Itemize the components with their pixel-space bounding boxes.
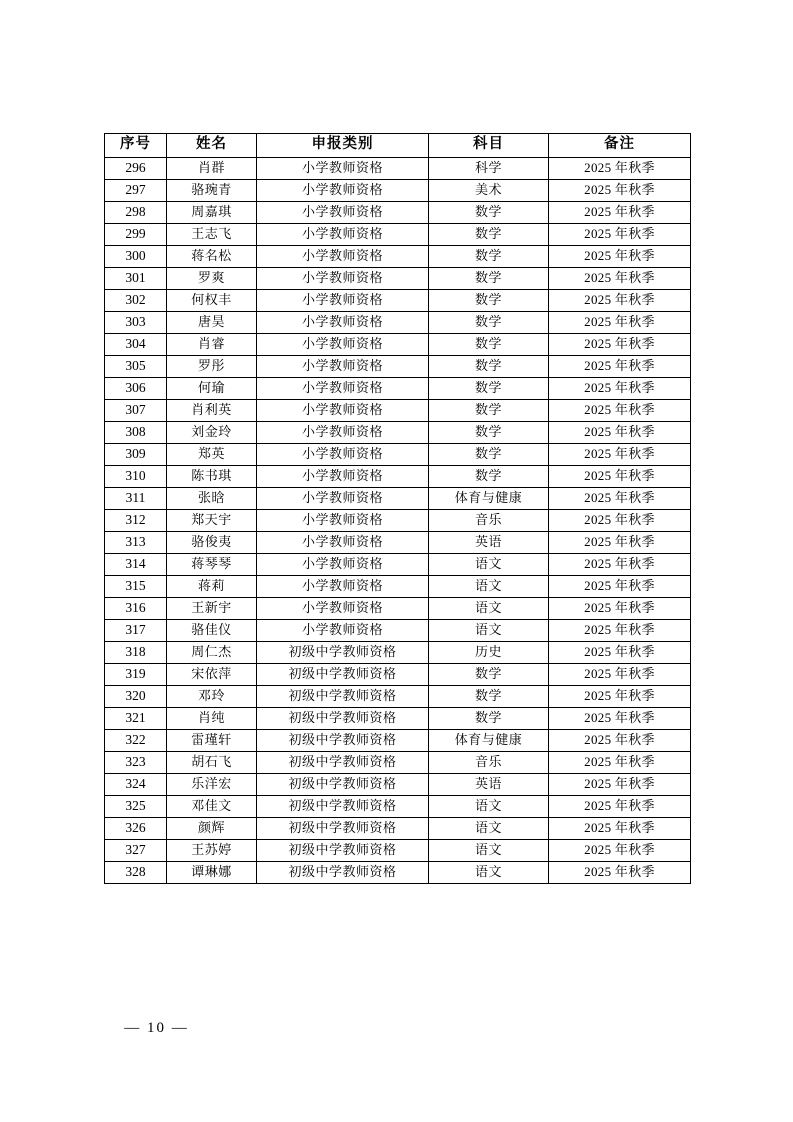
cell-name: 邓玲 — [167, 686, 257, 708]
cell-sequence: 324 — [105, 774, 167, 796]
cell-category: 小学教师资格 — [257, 400, 429, 422]
cell-name: 周仁杰 — [167, 642, 257, 664]
cell-subject: 数学 — [429, 290, 549, 312]
cell-category: 小学教师资格 — [257, 510, 429, 532]
table-row — [105, 730, 691, 752]
table-row — [105, 774, 691, 796]
table-row — [105, 554, 691, 576]
cell-sequence: 310 — [105, 466, 167, 488]
cell-name: 蒋琴琴 — [167, 554, 257, 576]
cell-category: 初级中学教师资格 — [257, 642, 429, 664]
cell-name: 陈书琪 — [167, 466, 257, 488]
cell-subject: 数学 — [429, 312, 549, 334]
cell-category: 小学教师资格 — [257, 554, 429, 576]
cell-sequence: 323 — [105, 752, 167, 774]
cell-category: 小学教师资格 — [257, 488, 429, 510]
cell-name: 肖纯 — [167, 708, 257, 730]
cell-name: 何瑜 — [167, 378, 257, 400]
cell-remark: 2025 年秋季 — [549, 686, 691, 708]
cell-sequence: 306 — [105, 378, 167, 400]
cell-subject: 数学 — [429, 400, 549, 422]
cell-subject: 科学 — [429, 158, 549, 180]
table-row — [105, 268, 691, 290]
cell-subject: 体育与健康 — [429, 488, 549, 510]
table-row — [105, 356, 691, 378]
cell-sequence: 315 — [105, 576, 167, 598]
cell-sequence: 297 — [105, 180, 167, 202]
cell-subject: 数学 — [429, 334, 549, 356]
cell-subject: 英语 — [429, 532, 549, 554]
cell-remark: 2025 年秋季 — [549, 862, 691, 884]
table-header-row — [105, 134, 691, 158]
cell-sequence: 304 — [105, 334, 167, 356]
cell-category: 小学教师资格 — [257, 334, 429, 356]
cell-name: 谭琳娜 — [167, 862, 257, 884]
cell-name: 王新宇 — [167, 598, 257, 620]
cell-remark: 2025 年秋季 — [549, 796, 691, 818]
cell-name: 何权丰 — [167, 290, 257, 312]
cell-category: 初级中学教师资格 — [257, 818, 429, 840]
table-row — [105, 620, 691, 642]
cell-name: 胡石飞 — [167, 752, 257, 774]
table-row — [105, 598, 691, 620]
cell-remark: 2025 年秋季 — [549, 466, 691, 488]
cell-name: 蒋莉 — [167, 576, 257, 598]
table-row — [105, 378, 691, 400]
cell-name: 王志飞 — [167, 224, 257, 246]
cell-name: 张晗 — [167, 488, 257, 510]
cell-subject: 音乐 — [429, 752, 549, 774]
cell-subject: 数学 — [429, 444, 549, 466]
cell-remark: 2025 年秋季 — [549, 752, 691, 774]
cell-name: 雷瑾轩 — [167, 730, 257, 752]
cell-remark: 2025 年秋季 — [549, 400, 691, 422]
cell-name: 罗爽 — [167, 268, 257, 290]
cell-remark: 2025 年秋季 — [549, 224, 691, 246]
table-row — [105, 532, 691, 554]
table-row — [105, 488, 691, 510]
cell-remark: 2025 年秋季 — [549, 664, 691, 686]
table-row — [105, 224, 691, 246]
cell-subject: 语文 — [429, 840, 549, 862]
cell-subject: 数学 — [429, 356, 549, 378]
table-row — [105, 664, 691, 686]
cell-name: 唐昊 — [167, 312, 257, 334]
cell-remark: 2025 年秋季 — [549, 158, 691, 180]
table-row — [105, 862, 691, 884]
cell-name: 宋依萍 — [167, 664, 257, 686]
cell-remark: 2025 年秋季 — [549, 246, 691, 268]
cell-remark: 2025 年秋季 — [549, 422, 691, 444]
cell-remark: 2025 年秋季 — [549, 642, 691, 664]
table-row — [105, 818, 691, 840]
cell-sequence: 296 — [105, 158, 167, 180]
cell-category: 小学教师资格 — [257, 290, 429, 312]
cell-category: 初级中学教师资格 — [257, 840, 429, 862]
cell-category: 小学教师资格 — [257, 158, 429, 180]
cell-sequence: 301 — [105, 268, 167, 290]
table-row — [105, 686, 691, 708]
cell-sequence: 300 — [105, 246, 167, 268]
cell-subject: 数学 — [429, 422, 549, 444]
table-row — [105, 752, 691, 774]
cell-name: 骆琬青 — [167, 180, 257, 202]
cell-sequence: 328 — [105, 862, 167, 884]
cell-sequence: 322 — [105, 730, 167, 752]
cell-category: 小学教师资格 — [257, 620, 429, 642]
cell-subject: 数学 — [429, 378, 549, 400]
cell-category: 初级中学教师资格 — [257, 752, 429, 774]
cell-subject: 数学 — [429, 268, 549, 290]
cell-sequence: 314 — [105, 554, 167, 576]
cell-sequence: 321 — [105, 708, 167, 730]
cell-remark: 2025 年秋季 — [549, 730, 691, 752]
cell-category: 初级中学教师资格 — [257, 730, 429, 752]
table-body — [105, 158, 691, 884]
cell-category: 小学教师资格 — [257, 444, 429, 466]
cell-subject: 数学 — [429, 246, 549, 268]
cell-sequence: 309 — [105, 444, 167, 466]
cell-category: 小学教师资格 — [257, 268, 429, 290]
cell-subject: 数学 — [429, 466, 549, 488]
cell-remark: 2025 年秋季 — [549, 202, 691, 224]
cell-category: 初级中学教师资格 — [257, 862, 429, 884]
cell-category: 初级中学教师资格 — [257, 664, 429, 686]
table-row — [105, 708, 691, 730]
cell-subject: 体育与健康 — [429, 730, 549, 752]
cell-subject: 美术 — [429, 180, 549, 202]
cell-subject: 语文 — [429, 576, 549, 598]
cell-subject: 音乐 — [429, 510, 549, 532]
cell-category: 小学教师资格 — [257, 576, 429, 598]
cell-remark: 2025 年秋季 — [549, 532, 691, 554]
cell-subject: 历史 — [429, 642, 549, 664]
cell-sequence: 311 — [105, 488, 167, 510]
cell-sequence: 302 — [105, 290, 167, 312]
cell-name: 乐洋宏 — [167, 774, 257, 796]
cell-name: 周嘉琪 — [167, 202, 257, 224]
cell-remark: 2025 年秋季 — [549, 488, 691, 510]
cell-subject: 语文 — [429, 862, 549, 884]
cell-name: 王苏婷 — [167, 840, 257, 862]
cell-name: 蒋名松 — [167, 246, 257, 268]
cell-remark: 2025 年秋季 — [549, 774, 691, 796]
cell-category: 初级中学教师资格 — [257, 686, 429, 708]
cell-name: 肖利英 — [167, 400, 257, 422]
cell-sequence: 327 — [105, 840, 167, 862]
cell-category: 小学教师资格 — [257, 356, 429, 378]
cell-subject: 语文 — [429, 818, 549, 840]
cell-sequence: 299 — [105, 224, 167, 246]
cell-remark: 2025 年秋季 — [549, 510, 691, 532]
cell-name: 郑天宇 — [167, 510, 257, 532]
table-row — [105, 180, 691, 202]
table-row — [105, 400, 691, 422]
cell-sequence: 307 — [105, 400, 167, 422]
table-row — [105, 290, 691, 312]
cell-sequence: 313 — [105, 532, 167, 554]
cell-category: 小学教师资格 — [257, 224, 429, 246]
table-row — [105, 312, 691, 334]
cell-category: 小学教师资格 — [257, 202, 429, 224]
cell-remark: 2025 年秋季 — [549, 180, 691, 202]
cell-category: 小学教师资格 — [257, 422, 429, 444]
table-header — [105, 134, 691, 158]
table-row — [105, 422, 691, 444]
cell-subject: 语文 — [429, 598, 549, 620]
cell-subject: 数学 — [429, 664, 549, 686]
cell-category: 小学教师资格 — [257, 246, 429, 268]
column-header-sequence: 序号 — [105, 134, 167, 158]
cell-subject: 数学 — [429, 202, 549, 224]
roster-table — [104, 133, 691, 884]
cell-category: 初级中学教师资格 — [257, 774, 429, 796]
cell-remark: 2025 年秋季 — [549, 356, 691, 378]
cell-name: 肖睿 — [167, 334, 257, 356]
column-header-remark: 备注 — [549, 134, 691, 158]
cell-category: 小学教师资格 — [257, 598, 429, 620]
cell-category: 小学教师资格 — [257, 312, 429, 334]
table-row — [105, 796, 691, 818]
cell-name: 骆俊夷 — [167, 532, 257, 554]
cell-category: 小学教师资格 — [257, 532, 429, 554]
cell-name: 邓佳文 — [167, 796, 257, 818]
table-row — [105, 510, 691, 532]
cell-remark: 2025 年秋季 — [549, 620, 691, 642]
page-footer — [0, 1020, 793, 1037]
cell-sequence: 325 — [105, 796, 167, 818]
cell-subject: 语文 — [429, 796, 549, 818]
table-row — [105, 840, 691, 862]
cell-remark: 2025 年秋季 — [549, 840, 691, 862]
column-header-subject: 科目 — [429, 134, 549, 158]
cell-category: 初级中学教师资格 — [257, 708, 429, 730]
cell-subject: 数学 — [429, 224, 549, 246]
roster-table-container — [104, 133, 690, 884]
cell-sequence: 298 — [105, 202, 167, 224]
cell-remark: 2025 年秋季 — [549, 268, 691, 290]
cell-category: 小学教师资格 — [257, 466, 429, 488]
table-row — [105, 576, 691, 598]
cell-remark: 2025 年秋季 — [549, 598, 691, 620]
table-row — [105, 642, 691, 664]
cell-sequence: 308 — [105, 422, 167, 444]
cell-name: 骆佳仪 — [167, 620, 257, 642]
column-header-category: 申报类别 — [257, 134, 429, 158]
cell-category: 小学教师资格 — [257, 180, 429, 202]
cell-name: 肖群 — [167, 158, 257, 180]
cell-subject: 数学 — [429, 686, 549, 708]
cell-remark: 2025 年秋季 — [549, 334, 691, 356]
cell-name: 刘金玲 — [167, 422, 257, 444]
cell-name: 郑英 — [167, 444, 257, 466]
cell-sequence: 316 — [105, 598, 167, 620]
cell-sequence: 318 — [105, 642, 167, 664]
table-row — [105, 158, 691, 180]
cell-remark: 2025 年秋季 — [549, 554, 691, 576]
cell-sequence: 303 — [105, 312, 167, 334]
cell-remark: 2025 年秋季 — [549, 444, 691, 466]
cell-category: 小学教师资格 — [257, 378, 429, 400]
table-row — [105, 444, 691, 466]
cell-sequence: 317 — [105, 620, 167, 642]
cell-sequence: 305 — [105, 356, 167, 378]
cell-subject: 英语 — [429, 774, 549, 796]
cell-subject: 语文 — [429, 620, 549, 642]
cell-sequence: 326 — [105, 818, 167, 840]
cell-remark: 2025 年秋季 — [549, 818, 691, 840]
cell-sequence: 319 — [105, 664, 167, 686]
page-number-label: — 10 — — [124, 1020, 189, 1036]
cell-sequence: 320 — [105, 686, 167, 708]
cell-remark: 2025 年秋季 — [549, 708, 691, 730]
table-row — [105, 334, 691, 356]
column-header-name: 姓名 — [167, 134, 257, 158]
cell-subject: 语文 — [429, 554, 549, 576]
cell-name: 罗彤 — [167, 356, 257, 378]
cell-remark: 2025 年秋季 — [549, 576, 691, 598]
cell-remark: 2025 年秋季 — [549, 312, 691, 334]
cell-remark: 2025 年秋季 — [549, 378, 691, 400]
table-row — [105, 466, 691, 488]
table-row — [105, 246, 691, 268]
cell-category: 初级中学教师资格 — [257, 796, 429, 818]
table-row — [105, 202, 691, 224]
cell-sequence: 312 — [105, 510, 167, 532]
cell-name: 颜辉 — [167, 818, 257, 840]
cell-remark: 2025 年秋季 — [549, 290, 691, 312]
cell-subject: 数学 — [429, 708, 549, 730]
